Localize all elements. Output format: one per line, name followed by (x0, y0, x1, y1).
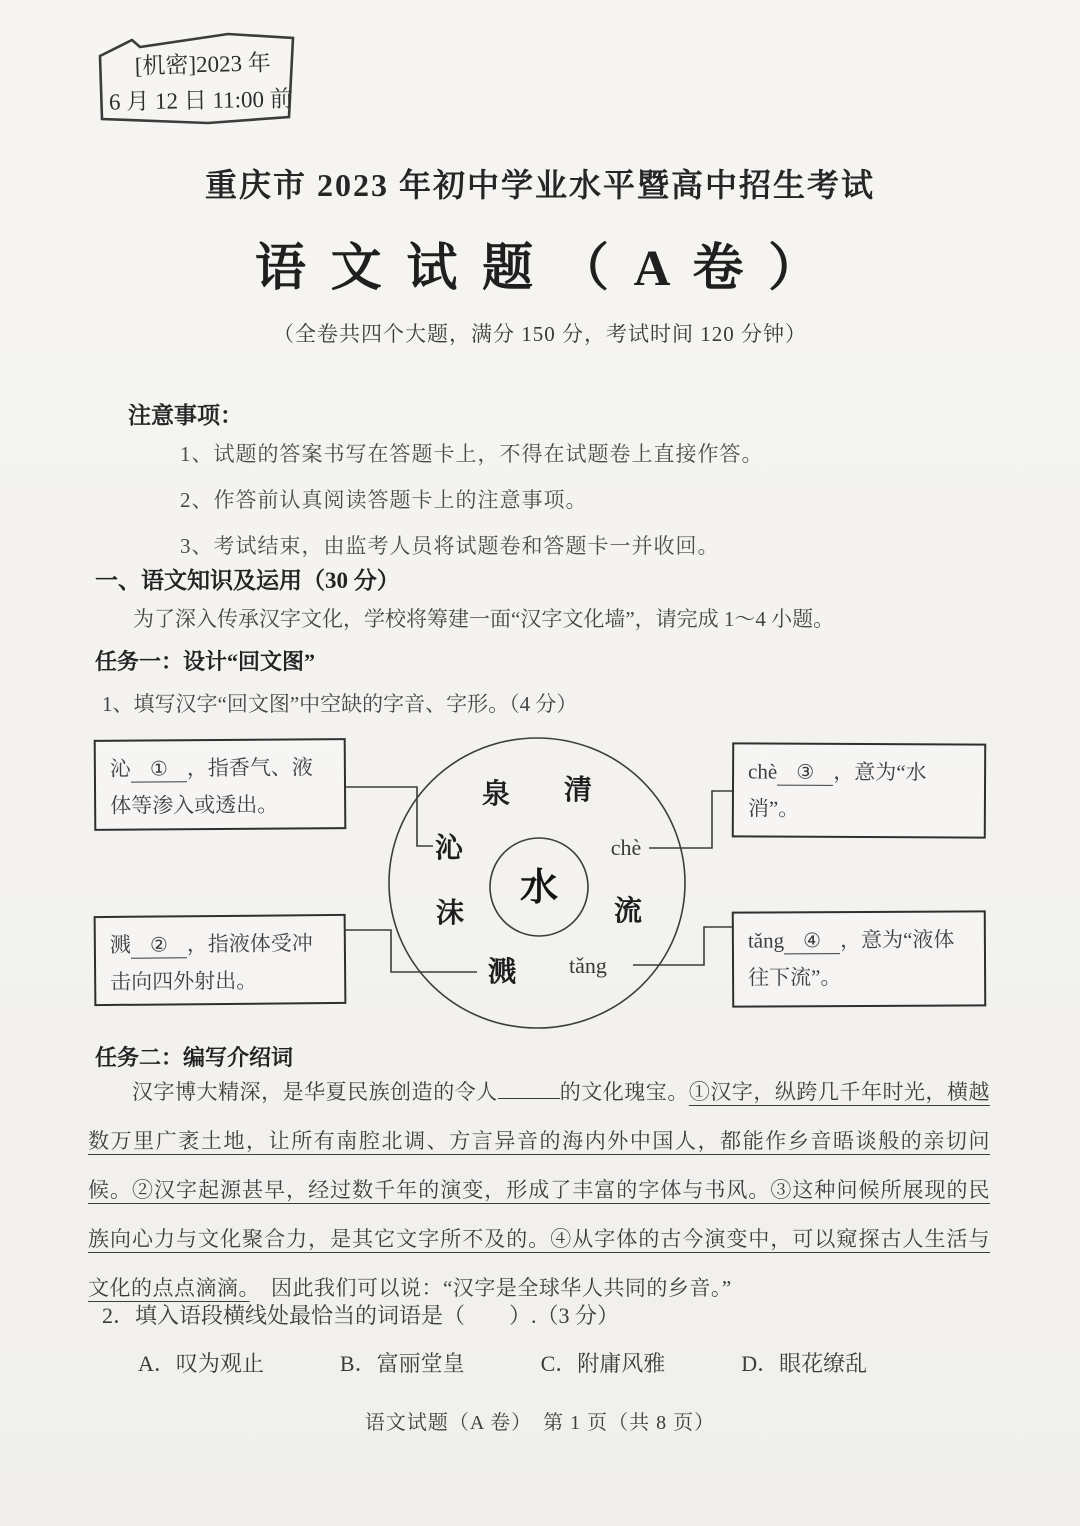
question-2-stem: 2．填入语段横线处最恰当的词语是（ ）.（3 分） (102, 1303, 620, 1328)
option-b: B．富丽堂皇 (339, 1351, 465, 1376)
para-underlined-sentence-4: ④从字体的古今演变中，可以窥探古人生活与文化的点点滴滴。 (88, 1227, 991, 1300)
definition-box-3 (732, 742, 986, 838)
connector-line-2 (345, 930, 477, 972)
page-footer: 语文试题（A 卷） 第 1 页（共 8 页） (364, 1412, 716, 1434)
task-2-paragraph (88, 1068, 990, 1313)
task-1-heading: 任务一：设计“回文图” (95, 649, 316, 674)
paper-title: 语 文 试 题 （ A 卷 ） (254, 241, 826, 297)
connector-line-3 (649, 791, 733, 848)
para-segment-after-blank: 的文化瑰宝。 (559, 1080, 689, 1104)
notice-item-2: 2、作答前认真阅读答题卡上的注意事项。 (180, 488, 588, 512)
section-1-intro: 为了深入传承汉字文化，学校将筹建一面“汉字文化墙”，请完成 1～4 小题。 (133, 607, 835, 631)
fill-blank-line (498, 1080, 560, 1099)
confidential-stamp (88, 22, 320, 128)
box-4-desc: ，意为“液体往下流”。 (748, 927, 955, 990)
task-2-heading: 任务二：编写介绍词 (95, 1045, 294, 1070)
question-2-options (138, 1347, 867, 1378)
ring-char-quan: 泉 (481, 779, 511, 810)
definition-box-2 (94, 914, 347, 1006)
ring-char-qin: 沁 (434, 833, 464, 864)
para-underlined-sentence-2: ②汉字起源甚早，经过数千年的演变，形成了丰富的字体与书风。 (132, 1178, 771, 1202)
box-1-desc: ，指香气、液体等渗入或透出。 (110, 755, 313, 818)
ring-pinyin-che: chè (610, 835, 642, 860)
section-1-heading: 一、语文知识及运用（30 分） (95, 568, 400, 593)
box-2-head: 溅 (109, 932, 131, 957)
box-2-desc: ，指液体受冲击向四外射出。 (110, 931, 313, 994)
box-4-blank-slot: ④ (784, 930, 840, 954)
stamp-line-2: 6 月 12 日 11:00 前 (108, 86, 293, 115)
option-d: D．眼花缭乱 (741, 1351, 868, 1376)
notice-heading: 注意事项： (128, 403, 243, 428)
center-char: 水 (519, 867, 559, 909)
option-c: C．附庸风雅 (540, 1351, 666, 1376)
ring-char-mo: 沫 (435, 898, 465, 929)
notice-item-1: 1、试题的答案书写在答题卡上，不得在试题卷上直接作答。 (180, 442, 764, 466)
question-1-stem: 1、填写汉字“回文图”中空缺的字音、字形。（4 分） (102, 692, 578, 716)
connector-line-4 (633, 927, 733, 965)
ring-char-liu: 流 (613, 896, 643, 927)
para-segment-closing: 因此我们可以说：“汉字是全球华人共同的乡音。” (249, 1276, 732, 1300)
connector-line-1 (345, 787, 433, 846)
definition-box-1 (94, 738, 347, 831)
para-underlined-sentence-3: ③这种问候所展现的民族向心力与文化聚合力，是其它文字所不及的。 (88, 1178, 991, 1251)
box-4-head: tǎng (747, 928, 785, 953)
para-underlined-sentence-1: ①汉字，纵跨几千年时光，横越数万里广袤土地，让所有南腔北调、方言异音的海内外中国人，都能作乡音晤谈般的亲切问候。 (88, 1080, 991, 1202)
para-segment-lead: 汉字博大精深，是华夏民族创造的令人 (132, 1080, 498, 1104)
box-1-head: 沁 (109, 756, 131, 781)
stamp-line-1: [机密]2023 年 (134, 50, 272, 79)
option-a: A．叹为观止 (138, 1351, 264, 1376)
ring-char-qing: 清 (563, 775, 593, 806)
exam-title: 重庆市 2023 年初中学业水平暨高中招生考试 (204, 167, 875, 203)
box-2-blank-slot: ② (131, 934, 187, 958)
ring-char-jian: 溅 (487, 957, 517, 988)
paper-meta: （全卷共四个大题，满分 150 分，考试时间 120 分钟） (273, 322, 807, 346)
box-3-blank-slot: ③ (777, 762, 833, 786)
definition-box-4 (732, 910, 986, 1007)
ring-pinyin-tang: tǎng (569, 953, 607, 978)
notice-item-3: 3、考试结束，由监考人员将试题卷和答题卡一并收回。 (180, 534, 720, 558)
box-3-desc: ，意为“水消”。 (747, 759, 927, 821)
box-3-head: chè (748, 759, 778, 784)
box-1-blank-slot: ① (131, 758, 187, 782)
